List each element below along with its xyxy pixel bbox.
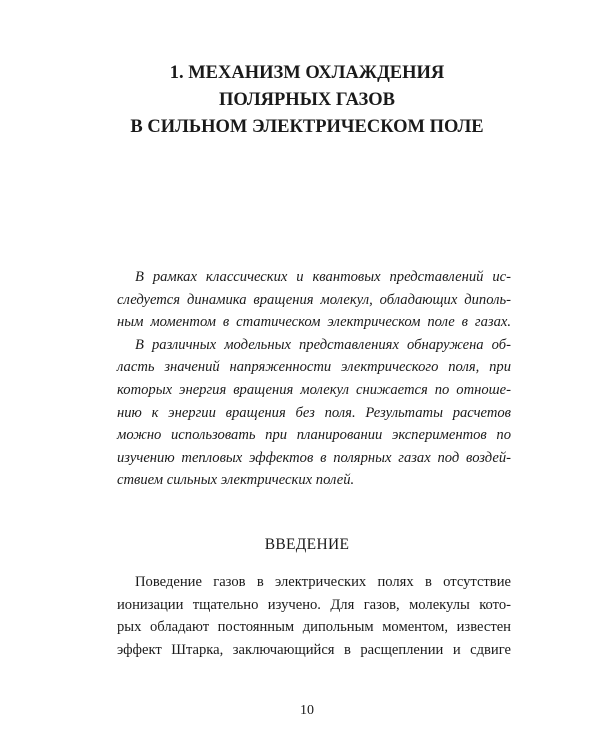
- chapter-title-line: 1. МЕХАНИЗМ ОХЛАЖДЕНИЯ: [169, 63, 445, 83]
- page-number: 10: [300, 703, 314, 718]
- abstract-line: изучению тепловых эффектов в полярных газах под воздей-: [117, 449, 511, 466]
- body-line: рых обладают постоянным дипольным моментом, известен: [117, 619, 511, 636]
- abstract-line: которых энергия вращения молекул снижается по отноше-: [117, 381, 511, 398]
- abstract-line: В различных модельных представлениях обнаружена об-: [135, 336, 511, 353]
- abstract-line: ствием сильных электрических полей.: [117, 472, 355, 489]
- body-line: Поведение газов в электрических полях в отсутствие: [135, 574, 511, 590]
- abstract-line: следуется динамика вращения молекул, обладающих диполь-: [117, 291, 511, 308]
- abstract-line: ласть значений напряженности электрического поля, при: [117, 359, 511, 376]
- body-paragraph: [117, 571, 511, 661]
- abstract-line: нию к энергии вращения без поля. Результаты расчетов: [117, 404, 511, 421]
- body-line: ионизации тщательно изучено. Для газов, молекулы кото-: [117, 596, 511, 613]
- chapter-title-line: ПОЛЯРНЫХ ГАЗОВ: [219, 90, 395, 110]
- abstract-line: ным моментом в статическом электрическом поле в газах.: [117, 314, 511, 331]
- chapter-title: [100, 60, 514, 141]
- abstract-line: можно использовать при планировании экспериментов по: [117, 427, 511, 444]
- section-heading: ВВЕДЕНИЕ: [264, 536, 350, 553]
- body-line: эффект Штарка, заключающийся в расщеплении и сдвиге: [117, 641, 511, 658]
- abstract: [117, 266, 511, 492]
- chapter-title-line: В СИЛЬНОМ ЭЛЕКТРИЧЕСКОМ ПОЛЕ: [130, 117, 484, 137]
- abstract-line: В рамках классических и квантовых представлений ис-: [135, 269, 511, 285]
